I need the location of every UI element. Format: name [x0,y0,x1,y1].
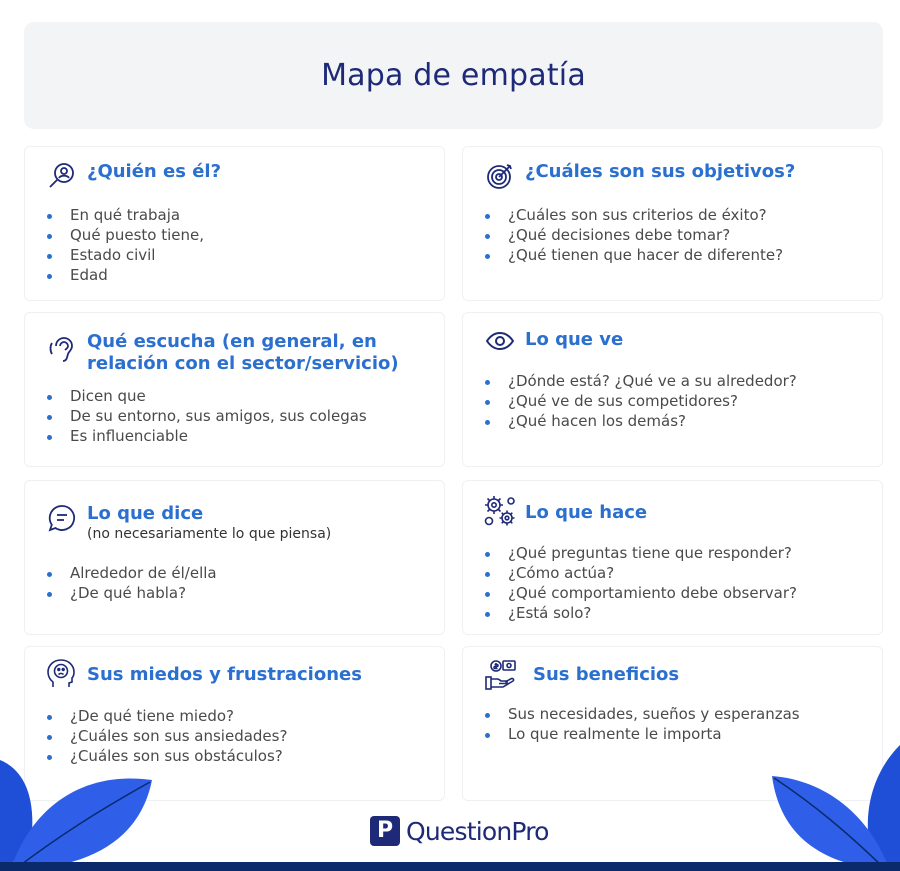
card-list [47,205,434,285]
list-item: ¿Cuáles son sus criterios de éxito? [485,205,872,225]
list-item: ¿Qué decisiones debe tomar? [485,225,872,245]
logo-name: QuestionPro [406,816,549,846]
list-item: ¿Cómo actúa? [485,563,872,583]
card-quien-es-el [24,146,445,301]
logo-mark: P [370,816,400,846]
eye-icon [485,326,515,356]
card-que-escucha [24,312,445,467]
list-item: En qué trabaja [47,205,434,225]
list-item: Alrededor de él/ella [47,563,434,583]
list-item: ¿Cuáles son sus obstáculos? [47,746,434,766]
target-icon [485,161,515,191]
card-lo-que-ve [462,312,883,467]
list-item: Lo que realmente le importa [485,724,872,744]
header-panel [24,22,883,129]
list-item: ¿Qué comportamiento debe observar? [485,583,872,603]
card-list [47,563,434,603]
list-item: ¿Dónde está? ¿Qué ve a su alrededor? [485,371,872,391]
card-list [485,543,872,623]
list-item: ¿Qué preguntas tiene que responder? [485,543,872,563]
card-list [485,371,872,431]
card-lo-que-hace [462,480,883,635]
list-item: ¿De qué tiene miedo? [47,706,434,726]
card-subtitle: (no necesariamente lo que piensa) [87,526,332,542]
card-objetivos [462,146,883,301]
card-title-text: Lo que dice [87,503,204,524]
list-item: Edad [47,265,434,285]
card-title [87,503,432,543]
list-item: ¿Está solo? [485,603,872,623]
leaf-right-decoration [760,740,900,871]
list-item: De su entorno, sus amigos, sus colegas [47,406,434,426]
speech-bubble-icon [47,503,77,533]
list-item: ¿De qué habla? [47,583,434,603]
card-title: Sus miedos y frustraciones [87,664,362,685]
card-list [47,386,434,446]
list-item: Estado civil [47,245,434,265]
list-item: Qué puesto tiene, [47,225,434,245]
list-item: ¿Qué hacen los demás? [485,411,872,431]
leaf-left-decoration [0,740,160,871]
page-title: Mapa de empatía [321,58,586,93]
worried-head-icon [45,657,79,691]
questionpro-logo [370,815,549,847]
card-list [485,205,872,265]
card-title: ¿Quién es él? [87,161,222,182]
ear-icon [47,335,77,365]
list-item: Sus necesidades, sueños y esperanzas [485,704,872,724]
card-title: ¿Cuáles son sus objetivos? [525,161,796,182]
gears-icon [483,494,517,528]
list-item: ¿Qué ve de sus competidores? [485,391,872,411]
card-title: Lo que ve [525,329,624,350]
list-item: ¿Qué tienen que hacer de diferente? [485,245,872,265]
footer-bar [0,862,900,871]
card-list [485,704,872,744]
search-person-icon [47,161,77,191]
list-item: Es influenciable [47,426,434,446]
card-title: Qué escucha (en general, en relación con el sector/servicio) [87,331,399,374]
hand-money-icon [483,657,519,693]
list-item: Dicen que [47,386,434,406]
card-lo-que-dice [24,480,445,635]
list-item: ¿Cuáles son sus ansiedades? [47,726,434,746]
card-title: Sus beneficios [533,664,680,685]
card-title: Lo que hace [525,502,648,523]
